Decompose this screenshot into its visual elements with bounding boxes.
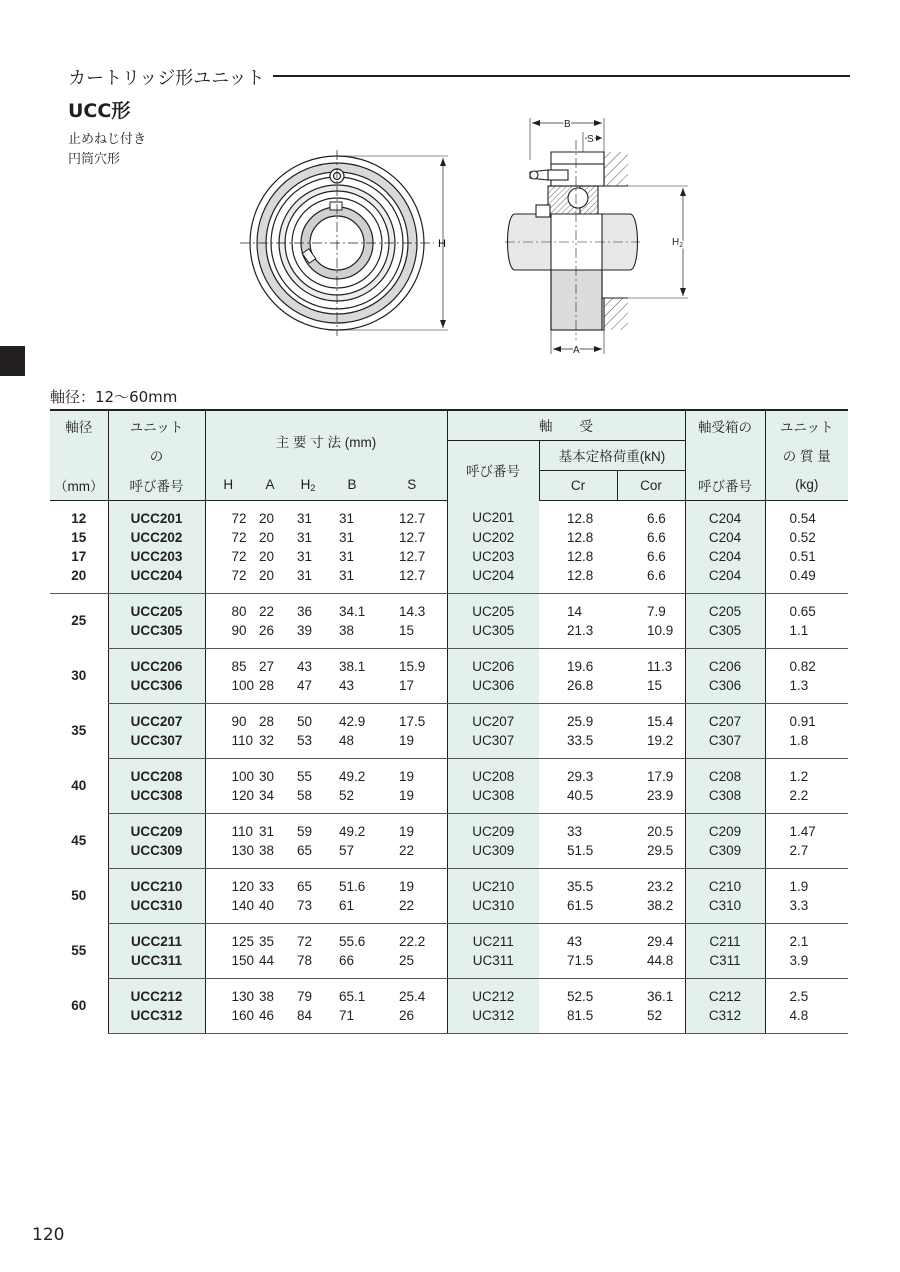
- housing-number-cell: C204: [685, 566, 765, 594]
- load-cor-cell: 23.9: [617, 786, 685, 814]
- col-mass-header-2: の 質 量: [765, 440, 848, 470]
- table-row: [50, 951, 848, 979]
- dim-h-cell: 80: [231, 603, 247, 619]
- dim-h2-cell: 47: [289, 676, 327, 704]
- col-dim-B: B: [327, 470, 377, 500]
- table-row: [50, 786, 848, 814]
- bearing-number-cell: UC208: [447, 758, 539, 786]
- unit-mass-cell: 4.8: [765, 1006, 848, 1034]
- shaft-diameter-cell: 50: [71, 888, 87, 903]
- dim-a-cell: 20: [259, 548, 275, 564]
- bearing-number-cell: UC307: [447, 731, 539, 759]
- table-row: [50, 813, 848, 841]
- shaft-range: 軸径：12〜60mm: [50, 388, 178, 406]
- dim-h-cell: 125: [231, 933, 255, 949]
- unit-number-cell: UCC212: [108, 978, 205, 1006]
- unit-mass-cell: 1.47: [789, 823, 816, 839]
- unit-mass-cell: 1.2: [789, 768, 809, 784]
- housing-number-cell: C312: [685, 1006, 765, 1034]
- dim-b-cell: 57: [327, 841, 377, 869]
- col-dims-group: 主 要 寸 法 (mm): [205, 410, 447, 470]
- cartridge-unit-drawing: [0, 0, 900, 380]
- load-cr-cell: 71.5: [539, 951, 617, 979]
- load-cor-cell: 7.9: [647, 603, 666, 619]
- table-row: [50, 1006, 848, 1034]
- dim-b-cell: 65.1: [339, 988, 366, 1004]
- dim-a-cell: 34: [251, 786, 289, 814]
- load-cor-cell: 29.5: [617, 841, 685, 869]
- bearing-number-cell: UC305: [447, 621, 539, 649]
- load-cr-cell: 61.5: [539, 896, 617, 924]
- col-unit-header-2: の: [108, 440, 205, 470]
- col-unit-header-3: 呼び番号: [108, 470, 205, 500]
- dim-b-cell: 49.2: [339, 823, 366, 839]
- load-cor-cell: 6.6: [617, 566, 685, 594]
- dim-b-cell: 49.2: [339, 768, 366, 784]
- dim-h2-cell: 84: [289, 1006, 327, 1034]
- dim-s-cell: 12.7: [377, 566, 447, 594]
- dim-a-cell: 20: [259, 529, 275, 545]
- dim-a-cell: 38: [259, 988, 275, 1004]
- dim-b-cell: 48: [327, 731, 377, 759]
- shaft-diameter-cell: 35: [71, 723, 87, 738]
- bearing-number-cell: UC210: [447, 868, 539, 896]
- housing-number-cell: C305: [685, 621, 765, 649]
- unit-number-cell: UCC206: [108, 648, 205, 676]
- load-cr-cell: 26.8: [539, 676, 617, 704]
- dim-a-cell: 20: [259, 510, 275, 526]
- col-unit-header-1: ユニット: [108, 410, 205, 440]
- dim-b-cell: 55.6: [339, 933, 366, 949]
- housing-number-cell: C211: [685, 923, 765, 951]
- load-cr-cell: 29.3: [567, 768, 594, 784]
- feature-setscrew: 止めねじ付き: [68, 132, 147, 147]
- shaft-diameter-cell: 55: [71, 943, 87, 958]
- dim-h-cell: 72: [205, 566, 251, 594]
- table-row: [50, 978, 848, 1006]
- housing-number-cell: C209: [685, 813, 765, 841]
- dim-s-cell: 19: [399, 823, 415, 839]
- unit-number-cell: UCC204: [108, 566, 205, 594]
- table-row: [50, 868, 848, 896]
- housing-number-cell: C207: [685, 703, 765, 731]
- unit-number-cell: UCC310: [108, 896, 205, 924]
- dim-h-cell: 130: [205, 841, 251, 869]
- load-cr-cell: 33: [567, 823, 583, 839]
- dim-h-cell: 150: [205, 951, 251, 979]
- dim-h-cell: 130: [231, 988, 255, 1004]
- unit-number-cell: UCC203: [108, 547, 205, 566]
- col-shaft-unit: （mm）: [50, 470, 108, 500]
- load-cr-cell: 35.5: [567, 878, 594, 894]
- unit-mass-cell: 3.3: [765, 896, 848, 924]
- dim-b-cell: 51.6: [339, 878, 366, 894]
- unit-mass-cell: 2.1: [789, 933, 809, 949]
- load-cr-cell: 12.8: [567, 529, 594, 545]
- bearing-number-cell: UC212: [447, 978, 539, 1006]
- unit-number-cell: UCC210: [108, 868, 205, 896]
- dim-b-cell: 34.1: [339, 603, 366, 619]
- dim-b-cell: 66: [327, 951, 377, 979]
- dim-h2-cell: 50: [297, 713, 313, 729]
- col-mass-header-1: ユニット: [765, 410, 848, 440]
- unit-mass-cell: 0.54: [789, 510, 816, 526]
- unit-number-cell: UCC201: [108, 500, 205, 528]
- dim-label-B: B: [564, 119, 571, 130]
- bearing-number-cell: UC201: [447, 500, 539, 528]
- bearing-number-cell: UC207: [447, 703, 539, 731]
- table-row: [50, 528, 848, 547]
- dim-h2-cell: 31: [297, 510, 313, 526]
- dim-h-cell: 110: [231, 823, 254, 839]
- dim-s-cell: 12.7: [399, 529, 426, 545]
- dim-h-cell: 120: [205, 786, 251, 814]
- dim-s-cell: 14.3: [399, 603, 426, 619]
- dim-b-cell: 31: [339, 529, 355, 545]
- load-cor-cell: 23.2: [647, 878, 674, 894]
- unit-mass-cell: 0.65: [789, 603, 816, 619]
- dim-s-cell: 22: [377, 841, 447, 869]
- dim-s-cell: 19: [377, 731, 447, 759]
- housing-number-cell: C308: [685, 786, 765, 814]
- dim-h2-cell: 73: [289, 896, 327, 924]
- load-cr-cell: 21.3: [539, 621, 617, 649]
- dim-a-cell: 38: [251, 841, 289, 869]
- dim-h2-cell: 65: [289, 841, 327, 869]
- housing-number-cell: C208: [685, 758, 765, 786]
- col-load-group: 基本定格荷重(kN): [539, 440, 685, 470]
- dim-h-cell: 72: [231, 548, 247, 564]
- unit-number-cell: UCC311: [108, 951, 205, 979]
- dim-a-cell: 46: [251, 1006, 289, 1034]
- dim-s-cell: 19: [377, 786, 447, 814]
- dim-h-cell: 160: [205, 1006, 251, 1034]
- dim-h2-cell: 39: [289, 621, 327, 649]
- table-body: [50, 500, 848, 1033]
- dim-h2-cell: 31: [297, 548, 313, 564]
- bearing-number-cell: UC211: [447, 923, 539, 951]
- col-housing-header-2: 呼び番号: [685, 470, 765, 500]
- col-dim-H2: H2: [289, 470, 327, 500]
- dim-h-cell: 140: [205, 896, 251, 924]
- bearing-number-cell: UC312: [447, 1006, 539, 1034]
- housing-number-cell: C212: [685, 978, 765, 1006]
- dim-b-cell: 38.1: [339, 658, 366, 674]
- unit-number-cell: UCC307: [108, 731, 205, 759]
- bearing-number-cell: UC308: [447, 786, 539, 814]
- housing-number-cell: C204: [685, 547, 765, 566]
- load-cor-cell: 17.9: [647, 768, 674, 784]
- dim-h-cell: 110: [205, 731, 251, 759]
- load-cr-cell: 33.5: [539, 731, 617, 759]
- unit-mass-cell: 1.3: [765, 676, 848, 704]
- bearing-number-cell: UC202: [447, 528, 539, 547]
- load-cor-cell: 6.6: [647, 529, 666, 545]
- load-cor-cell: 10.9: [617, 621, 685, 649]
- bearing-number-cell: UC204: [447, 566, 539, 594]
- dim-s-cell: 26: [377, 1006, 447, 1034]
- bearing-number-cell: UC203: [447, 547, 539, 566]
- unit-mass-cell: 0.51: [789, 548, 816, 564]
- table-row: [50, 593, 848, 621]
- dim-b-cell: 52: [327, 786, 377, 814]
- unit-mass-cell: 0.49: [765, 566, 848, 594]
- dim-a-cell: 22: [259, 603, 275, 619]
- housing-number-cell: C204: [685, 500, 765, 528]
- dim-h-cell: 90: [205, 621, 251, 649]
- bearing-number-cell: UC209: [447, 813, 539, 841]
- dim-b-cell: 31: [327, 566, 377, 594]
- dim-a-cell: 44: [251, 951, 289, 979]
- shaft-diameter-cell: 25: [71, 613, 87, 629]
- load-cr-cell: 25.9: [567, 713, 594, 729]
- unit-mass-cell: 2.5: [789, 988, 809, 1004]
- unit-number-cell: UCC308: [108, 786, 205, 814]
- table-row: [50, 758, 848, 786]
- dim-s-cell: 25.4: [399, 988, 426, 1004]
- table-row: [50, 841, 848, 869]
- col-bearing-no: 呼び番号: [447, 440, 539, 500]
- dim-h2-cell: 59: [297, 823, 313, 839]
- shaft-diameter-cell: 45: [71, 833, 87, 848]
- load-cr-cell: 12.8: [567, 510, 594, 526]
- dim-s-cell: 15: [377, 621, 447, 649]
- dim-label-H: H: [438, 238, 446, 250]
- dim-h2-cell: 78: [289, 951, 327, 979]
- dim-h-cell: 120: [231, 878, 255, 894]
- unit-mass-cell: 2.2: [765, 786, 848, 814]
- dim-label-A: A: [573, 345, 580, 356]
- shaft-diameter-cell: 40: [71, 778, 87, 793]
- unit-number-cell: UCC208: [108, 758, 205, 786]
- dim-a-cell: 31: [259, 823, 275, 839]
- model-title: UCC形: [68, 100, 131, 122]
- page-title: カートリッジ形ユニット: [68, 64, 273, 90]
- load-cr-cell: 52.5: [567, 988, 594, 1004]
- unit-mass-cell: 1.1: [765, 621, 848, 649]
- dim-s-cell: 22: [377, 896, 447, 924]
- dim-b-cell: 31: [339, 548, 355, 564]
- bearing-number-cell: UC309: [447, 841, 539, 869]
- housing-number-cell: C210: [685, 868, 765, 896]
- load-cor-cell: 6.6: [647, 510, 666, 526]
- unit-number-cell: UCC209: [108, 813, 205, 841]
- bearing-number-cell: UC205: [447, 593, 539, 621]
- bearing-number-cell: UC311: [447, 951, 539, 979]
- load-cr-cell: 43: [567, 933, 583, 949]
- unit-mass-cell: 2.7: [765, 841, 848, 869]
- shaft-diameter-cell: 12: [71, 510, 87, 526]
- unit-mass-cell: 1.8: [765, 731, 848, 759]
- load-cor-cell: 19.2: [617, 731, 685, 759]
- table-row: [50, 896, 848, 924]
- dim-h2-cell: 53: [289, 731, 327, 759]
- unit-number-cell: UCC305: [108, 621, 205, 649]
- load-cor-cell: 36.1: [647, 988, 674, 1004]
- housing-number-cell: C306: [685, 676, 765, 704]
- load-cor-cell: 11.3: [647, 658, 673, 674]
- dim-a-cell: 26: [251, 621, 289, 649]
- housing-number-cell: C205: [685, 593, 765, 621]
- load-cor-cell: 6.6: [647, 548, 666, 564]
- dim-b-cell: 31: [339, 510, 355, 526]
- dim-label-H2: $H_2$: [672, 237, 684, 249]
- dim-h2-cell: 43: [297, 658, 313, 674]
- housing-number-cell: C309: [685, 841, 765, 869]
- load-cr-cell: 12.8: [567, 548, 594, 564]
- dim-a-cell: 40: [251, 896, 289, 924]
- dim-h2-cell: 55: [297, 768, 313, 784]
- dim-s-cell: 17: [377, 676, 447, 704]
- load-cr-cell: 14: [567, 603, 583, 619]
- shaft-diameter-cell: 15: [71, 529, 87, 545]
- housing-number-cell: C204: [685, 528, 765, 547]
- housing-number-cell: C311: [685, 951, 765, 979]
- unit-number-cell: UCC205: [108, 593, 205, 621]
- dim-s-cell: 19: [399, 878, 415, 894]
- table-row: [50, 566, 848, 594]
- unit-number-cell: UCC207: [108, 703, 205, 731]
- housing-number-cell: C206: [685, 648, 765, 676]
- dim-a-cell: 28: [251, 676, 289, 704]
- load-cor-cell: 52: [617, 1006, 685, 1034]
- dim-a-cell: 33: [259, 878, 275, 894]
- dim-h-cell: 90: [231, 713, 247, 729]
- col-bearing-group: 軸 受: [447, 410, 685, 440]
- table-row: [50, 703, 848, 731]
- dim-h2-cell: 65: [297, 878, 313, 894]
- col-dim-S: S: [377, 470, 447, 500]
- dim-s-cell: 12.7: [399, 510, 426, 526]
- col-mass-header-3: (kg): [765, 470, 848, 500]
- dim-h-cell: 72: [231, 510, 247, 526]
- shaft-diameter-cell: 20: [50, 566, 108, 594]
- bearing-number-cell: UC206: [447, 648, 539, 676]
- unit-mass-cell: 1.9: [789, 878, 809, 894]
- unit-mass-cell: 3.9: [765, 951, 848, 979]
- dim-h-cell: 85: [231, 658, 247, 674]
- unit-mass-cell: 0.52: [789, 529, 816, 545]
- dim-h-cell: 100: [231, 768, 255, 784]
- dimension-table: [50, 409, 848, 1034]
- dim-b-cell: 61: [327, 896, 377, 924]
- unit-number-cell: UCC211: [108, 923, 205, 951]
- dim-h2-cell: 72: [297, 933, 313, 949]
- col-shaft-header: 軸径: [50, 410, 108, 440]
- dim-h2-cell: 31: [297, 529, 313, 545]
- load-cor-cell: 29.4: [647, 933, 674, 949]
- dim-h2-cell: 36: [297, 603, 313, 619]
- table-row: [50, 547, 848, 566]
- load-cr-cell: 12.8: [539, 566, 617, 594]
- load-cr-cell: 19.6: [567, 658, 594, 674]
- dim-b-cell: 42.9: [339, 713, 366, 729]
- col-load-cor: Cor: [617, 470, 685, 500]
- col-dim-H: H: [205, 470, 251, 500]
- table-row: [50, 648, 848, 676]
- front-view: [240, 150, 448, 336]
- dim-a-cell: 20: [251, 566, 289, 594]
- dim-s-cell: 12.7: [399, 548, 426, 564]
- table-row: [50, 676, 848, 704]
- load-cor-cell: 44.8: [617, 951, 685, 979]
- shaft-diameter-cell: 30: [71, 668, 87, 683]
- shaft-diameter-cell: 60: [71, 998, 87, 1013]
- dim-s-cell: 17.5: [399, 713, 426, 729]
- dim-a-cell: 32: [251, 731, 289, 759]
- load-cor-cell: 20.5: [647, 823, 674, 839]
- col-load-cr: Cr: [539, 470, 617, 500]
- unit-number-cell: UCC202: [108, 528, 205, 547]
- dim-h-cell: 72: [231, 529, 247, 545]
- dim-s-cell: 19: [399, 768, 415, 784]
- dim-b-cell: 43: [327, 676, 377, 704]
- dim-b-cell: 71: [327, 1006, 377, 1034]
- load-cr-cell: 81.5: [539, 1006, 617, 1034]
- dim-h2-cell: 31: [289, 566, 327, 594]
- col-housing-header-1: 軸受箱の: [685, 410, 765, 440]
- table-row: [50, 500, 848, 528]
- dim-b-cell: 38: [327, 621, 377, 649]
- unit-mass-cell: 0.91: [789, 713, 816, 729]
- dim-a-cell: 27: [259, 658, 275, 674]
- table-row: [50, 923, 848, 951]
- housing-number-cell: C307: [685, 731, 765, 759]
- load-cor-cell: 15: [617, 676, 685, 704]
- load-cr-cell: 51.5: [539, 841, 617, 869]
- bearing-number-cell: UC310: [447, 896, 539, 924]
- feature-cylindrical-bore: 円筒穴形: [68, 152, 121, 167]
- load-cor-cell: 15.4: [647, 713, 674, 729]
- dim-a-cell: 30: [259, 768, 275, 784]
- load-cor-cell: 38.2: [617, 896, 685, 924]
- bearing-number-cell: UC306: [447, 676, 539, 704]
- dim-h-cell: 100: [205, 676, 251, 704]
- unit-mass-cell: 0.82: [789, 658, 816, 674]
- unit-number-cell: UCC312: [108, 1006, 205, 1034]
- col-dim-A: A: [251, 470, 289, 500]
- dim-h2-cell: 79: [297, 988, 313, 1004]
- shaft-diameter-cell: 17: [71, 548, 87, 564]
- table-row: [50, 731, 848, 759]
- dim-s-cell: 22.2: [399, 933, 426, 949]
- unit-number-cell: UCC306: [108, 676, 205, 704]
- unit-number-cell: UCC309: [108, 841, 205, 869]
- dim-a-cell: 35: [259, 933, 275, 949]
- dim-h2-cell: 58: [289, 786, 327, 814]
- side-view: [505, 118, 688, 354]
- dim-a-cell: 28: [259, 713, 275, 729]
- table-row: [50, 621, 848, 649]
- page-number: 120: [32, 1225, 65, 1245]
- load-cr-cell: 40.5: [539, 786, 617, 814]
- dim-s-cell: 25: [377, 951, 447, 979]
- dim-s-cell: 15.9: [399, 658, 426, 674]
- dim-label-S: S: [587, 134, 594, 145]
- housing-number-cell: C310: [685, 896, 765, 924]
